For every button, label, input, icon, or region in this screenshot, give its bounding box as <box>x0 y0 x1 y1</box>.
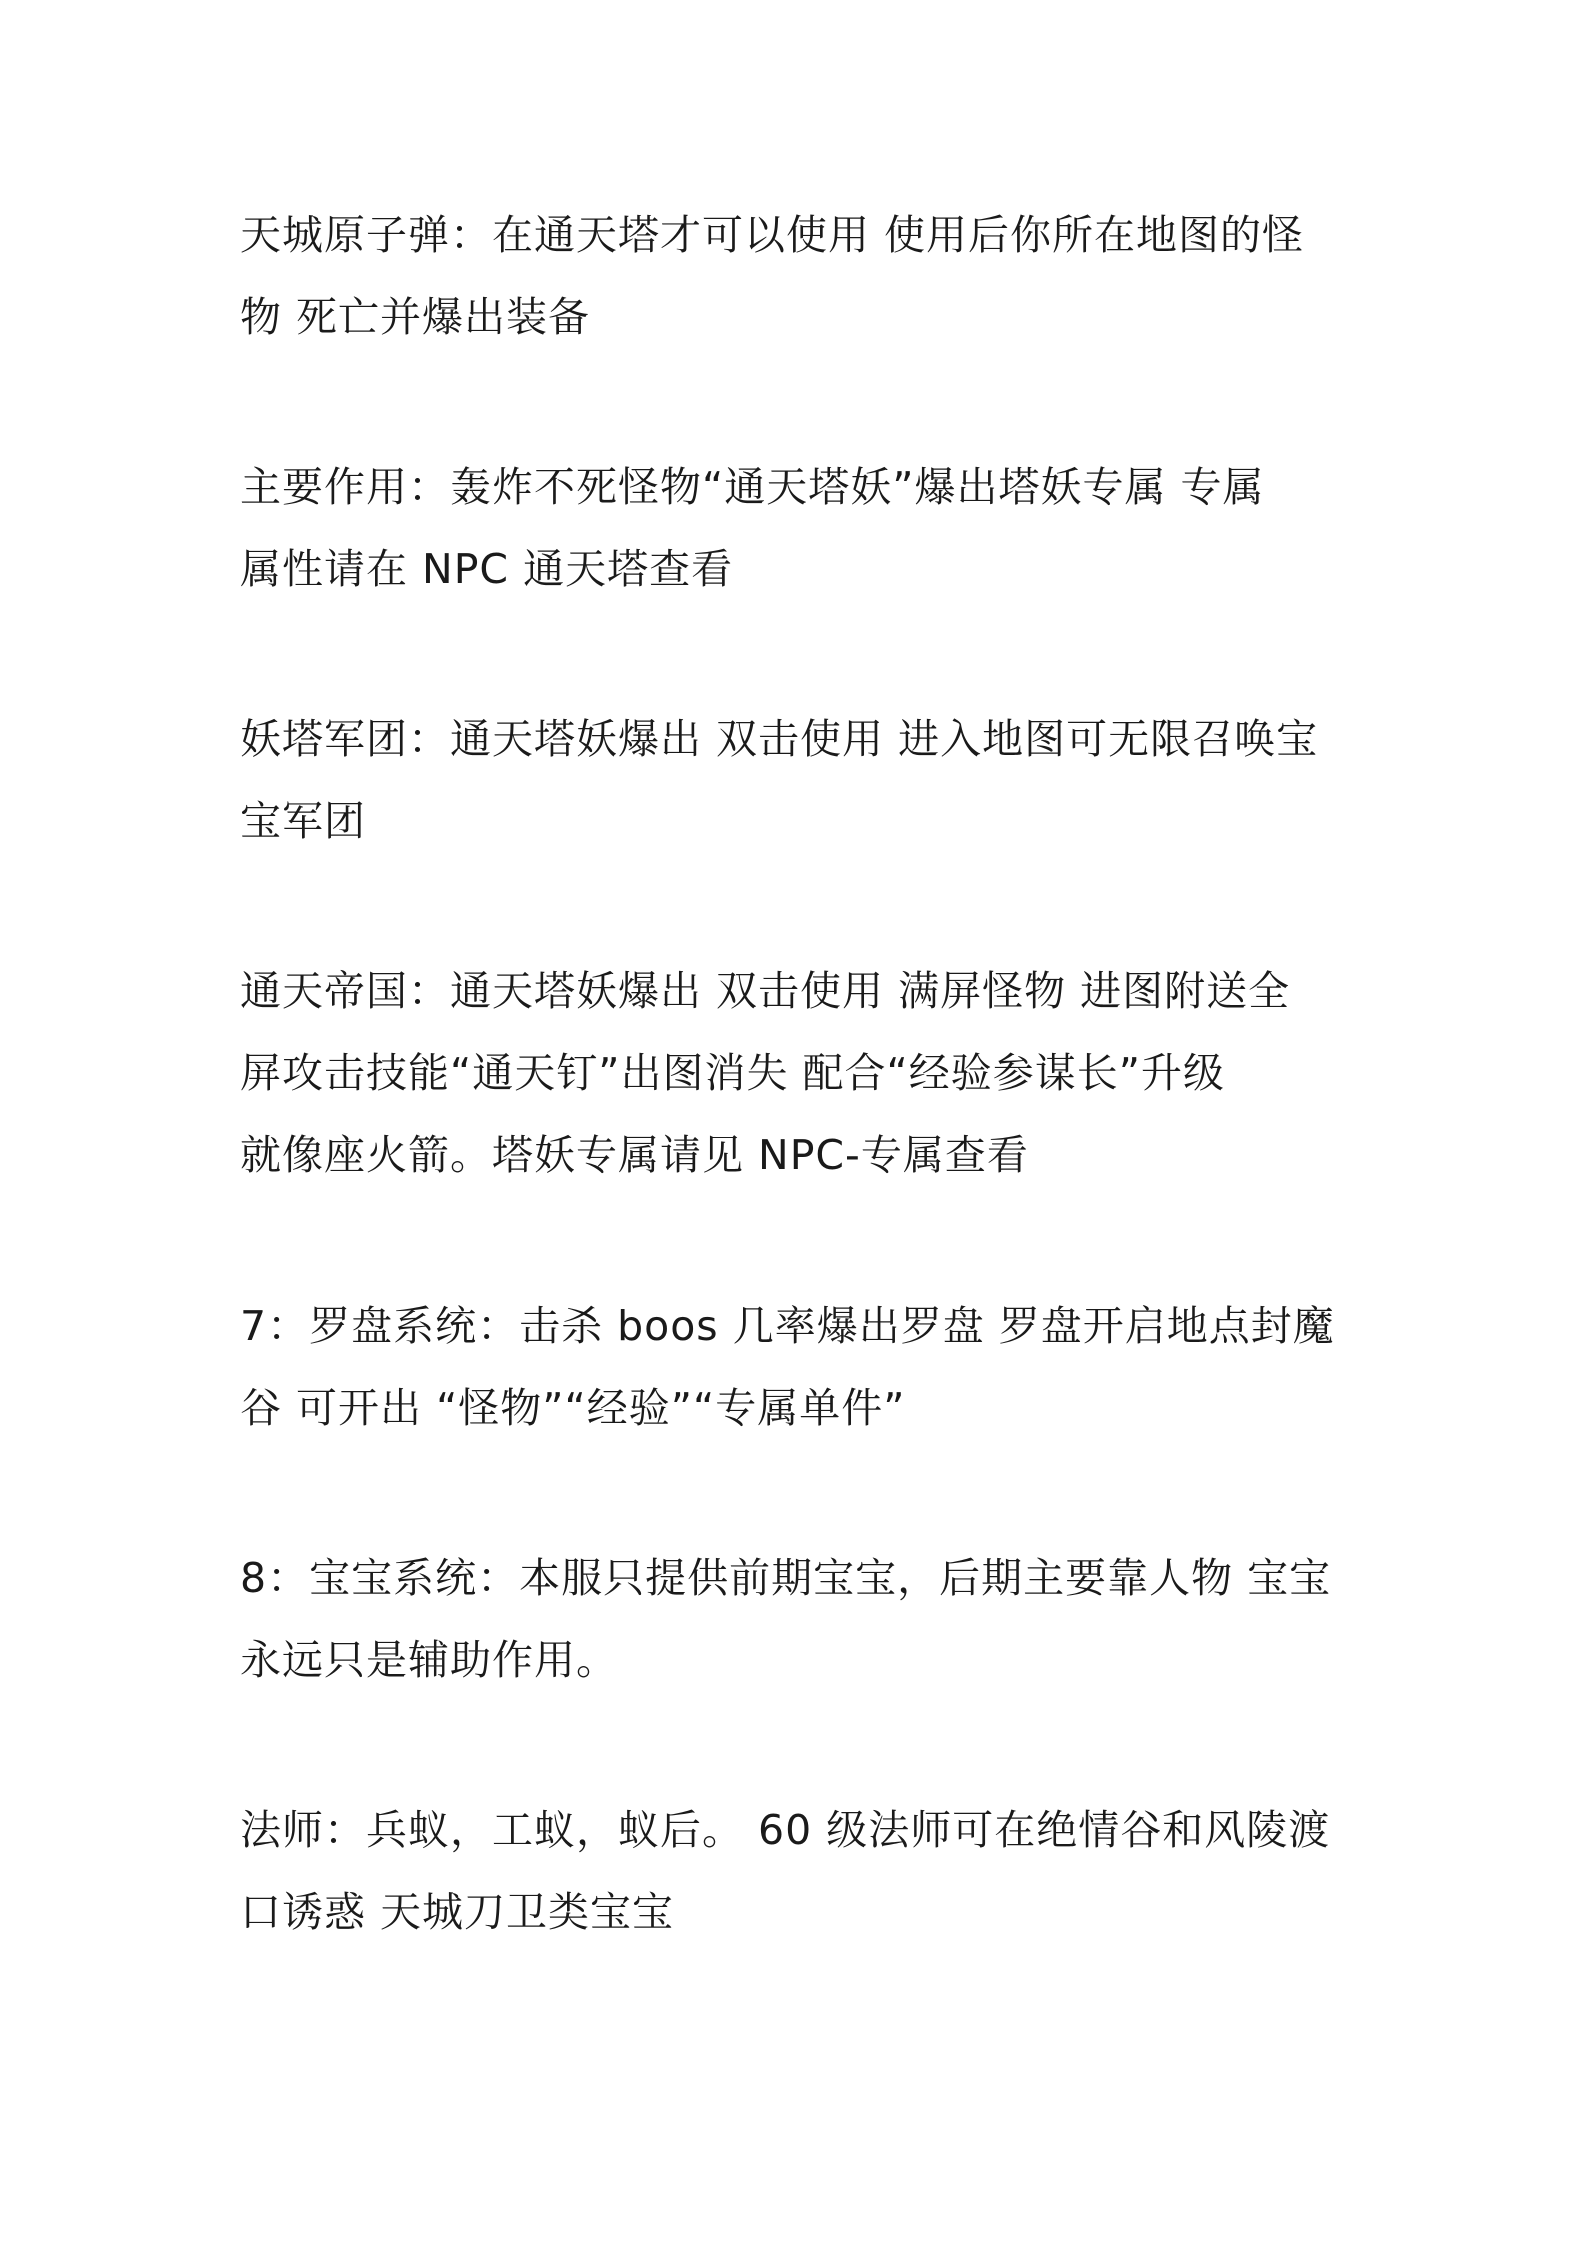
paragraph-tongtian-empire <box>240 950 1360 1196</box>
paragraph-line: 屏攻击技能“通天钉”出图消失 配合“经验参谋长”升级 <box>240 1049 1225 1097</box>
paragraph-line: 口诱惑 天城刀卫类宝宝 <box>240 1888 675 1936</box>
paragraph-line: 物 死亡并爆出装备 <box>240 293 591 341</box>
paragraph-line: 法师：兵蚁，工蚁，蚁后。 60 级法师可在绝情谷和风陵渡 <box>240 1806 1331 1854</box>
paragraph-line: 宝军团 <box>240 797 366 845</box>
paragraph-tiancheng-atom-bomb <box>240 194 1360 358</box>
paragraph-line: 8：宝宝系统：本服只提供前期宝宝，后期主要靠人物 宝宝 <box>240 1554 1332 1602</box>
paragraph-line: 天城原子弹：在通天塔才可以使用 使用后你所在地图的怪 <box>240 211 1305 259</box>
paragraph-line: 妖塔军团：通天塔妖爆出 双击使用 进入地图可无限召唤宝 <box>240 715 1319 763</box>
paragraph-main-use <box>240 446 1360 610</box>
paragraph-line: 通天帝国：通天塔妖爆出 双击使用 满屏怪物 进图附送全 <box>240 967 1291 1015</box>
paragraph-line: 永远只是辅助作用。 <box>240 1636 618 1684</box>
paragraph-line: 就像座火箭。塔妖专属请见 NPC-专属查看 <box>240 1131 1029 1179</box>
paragraph-line: 属性请在 NPC 通天塔查看 <box>240 545 734 593</box>
paragraph-line: 7：罗盘系统：击杀 boos 几率爆出罗盘 罗盘开启地点封魔 <box>240 1302 1335 1350</box>
paragraph-demon-tower-legion <box>240 698 1360 862</box>
paragraph-compass-system <box>240 1285 1360 1449</box>
paragraph-line: 谷 可开出 “怪物”“经验”“专属单件” <box>240 1384 906 1432</box>
paragraph-line: 主要作用：轰炸不死怪物“通天塔妖”爆出塔妖专属 专属 <box>240 463 1265 511</box>
paragraph-pet-system <box>240 1537 1360 1701</box>
paragraph-mage <box>240 1789 1360 1953</box>
